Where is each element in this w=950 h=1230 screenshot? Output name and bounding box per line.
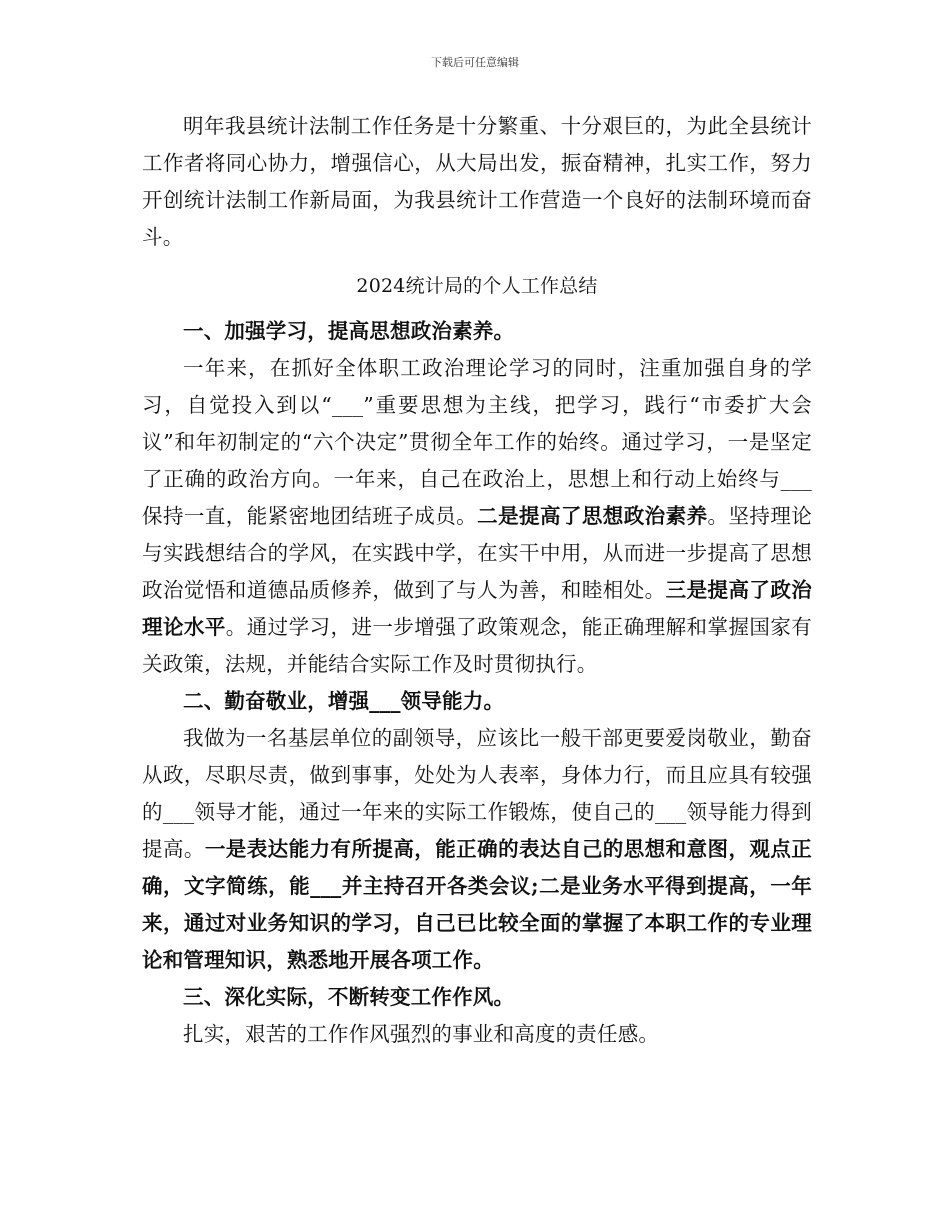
section-1-bold-1: 二是提高了思想政治素养 xyxy=(477,504,708,528)
section-2-text-1: 我做为一名基层单位的副领导，应该比一般干部更要爱岗敬业，勤奋从政，尽职尽责，做到事事，处处为人表率，身体力行，而且应具有较强的___领导才能，通过一年来的实际工作锻炼，使自己的___领导能力得到提高。 xyxy=(142,726,812,861)
section-1-text-3: 。通过学习，进一步增强了政策观念，能正确理解和掌握国家有关政策，法规，并能结合实际工作及时贯彻执行。 xyxy=(142,615,812,676)
section-3-paragraph: 扎实，艰苦的工作作风强烈的事业和高度的责任感。 xyxy=(183,1022,660,1046)
section-1-paragraph xyxy=(142,350,812,683)
section-1-text-2: 。坚持理论与实践想结合的学风，在实践中学，在实干中用，从而进一步提高了思想政治觉悟和道德品质修养，做到了与人为善，和睦相处。 xyxy=(142,504,813,602)
document-body xyxy=(142,108,812,1053)
section-1-text-1: 一年来，在抓好全体职工政治理论学习的同时，注重加强自身的学习，自觉投入到以“___”重要思想为主线，把学习，践行“市委扩大会议”和年初制定的“六个决定”贯彻全年工作的始终。通过学习，一是坚定了正确的政治方向。一年来，自己在政治上，思想上和行动上始终与___保持一直，能紧密地团结班子成员。 xyxy=(142,356,812,528)
page-header: 下载后可任意编辑 xyxy=(431,56,519,69)
intro-paragraph: 明年我县统计法制工作任务是十分繁重、十分艰巨的，为此全县统计工作者将同心协力，增强信心，从大局出发，振奋精神，扎实工作，努力开创统计法制工作新局面，为我县统计工作营造一个良好的法制环境而奋斗。 xyxy=(142,114,812,249)
section-2-heading: 二、勤奋敬业，增强___领导能力。 xyxy=(183,689,505,713)
document-title: 2024统计局的个人工作总结 xyxy=(356,275,598,297)
section-1-heading: 一、加强学习，提高思想政治素养。 xyxy=(183,319,515,343)
section-2-paragraph xyxy=(142,720,812,979)
section-1-bold-2: 三是提高了政治理论水平 xyxy=(142,578,812,639)
section-2-bold-1: 一是表达能力有所提高，能正确的表达自己的思想和意图，观点正确，文字简练，能___并主持召开各类会议;二是业务水平得到提高，一年来，通过对业务知识的学习，自己已比较全面的掌握了本职工作的专业理论和管理知识，熟悉地开展各项工作。 xyxy=(142,837,812,972)
section-3-heading: 三、深化实际，不断转变工作作风。 xyxy=(183,985,515,1009)
